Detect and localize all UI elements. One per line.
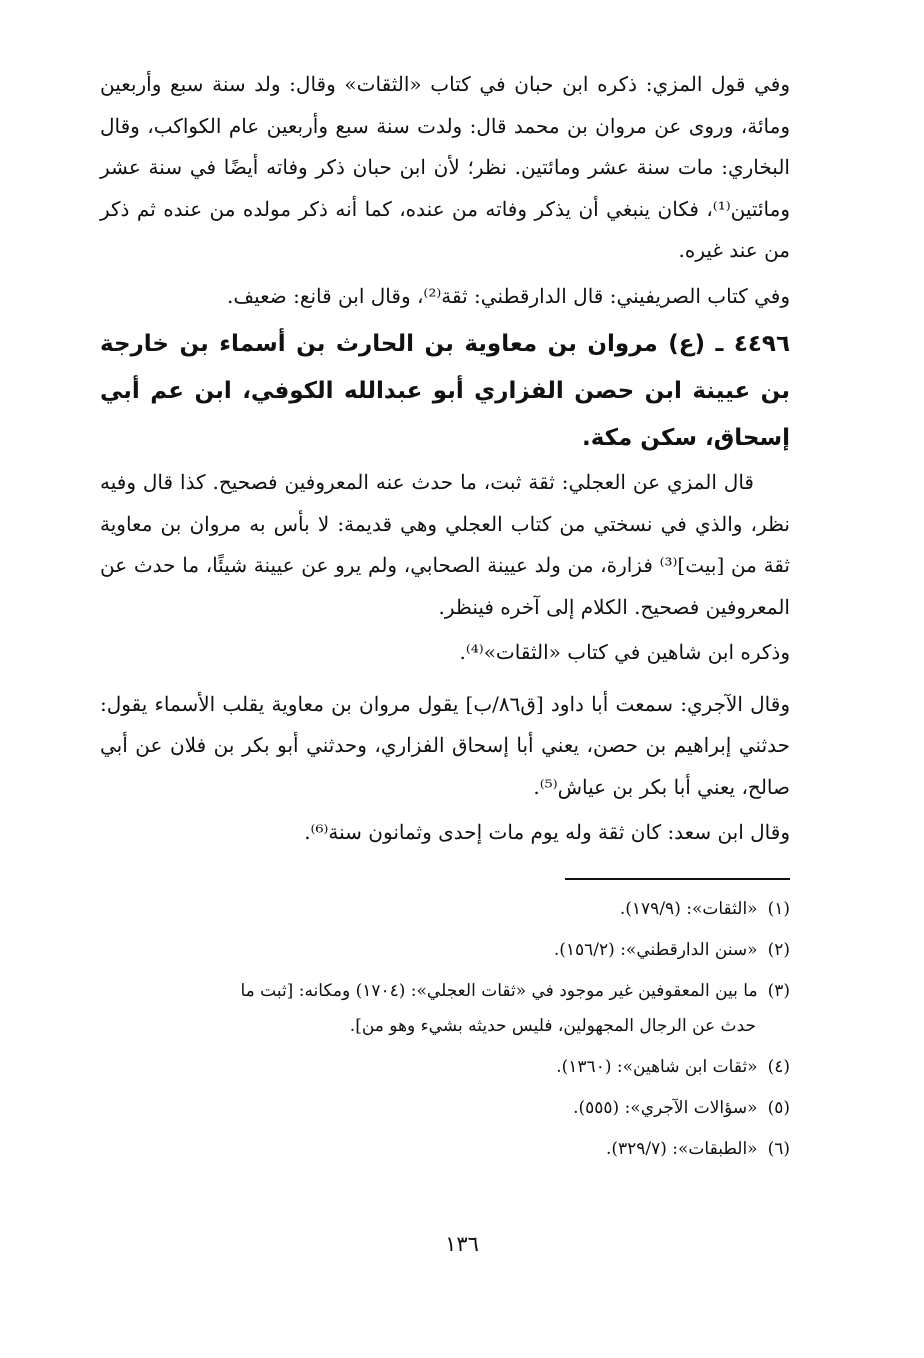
paragraph-ibn-shahin: وذكره ابن شاهين في كتاب «الثقات»⁽⁴⁾.: [459, 640, 790, 664]
entry-heading-4496: ٤٤٩٦ ـ (ع) مروان بن معاوية بن الحارث بن أسماء بن خارجة بن عيينة ابن حصن الفزاري أبو عبدالله الكوفي، ابن عم أبي إسحاق، سكن مكة.: [100, 331, 790, 451]
footnotes: [100, 892, 790, 1167]
footnote-number: (٦): [767, 1138, 790, 1159]
paragraph-ijli: قال المزي عن العجلي: ثقة ثبت، ما حدث عنه المعروفين فصحيح. كذا قال وفيه نظر، والذي في نسختي من كتاب العجلي وهي قديمة: لا بأس به مروان بن معاوية ثقة من [بيت]⁽³⁾ فزارة، من ولد عيينة الصحابي، ولم يرو عن عيينة شيئًا، ما حدث عن المعروفين فصحيح. الكلام إلى آخره فينظر.: [100, 470, 791, 619]
paragraph-sarifini: وفي كتاب الصريفيني: قال الدارقطني: ثقة⁽²⁾، وقال ابن قانع: ضعيف.: [227, 283, 790, 308]
footnote-1: [100, 892, 790, 927]
footnote-text: «ثقات ابن شاهين»: (١٣٦٠).: [556, 1056, 758, 1077]
footnote-number: (٢): [767, 939, 790, 960]
paragraph-ibn-sad: وقال ابن سعد: كان ثقة وله يوم مات إحدى وثمانون سنة⁽⁶⁾.: [304, 820, 790, 844]
footnote-4: [100, 1050, 790, 1085]
footnote-number: (١): [767, 898, 790, 919]
footnote-number: (٤): [767, 1056, 790, 1077]
footnote-text: «سنن الدارقطني»: (١٥٦/٢).: [553, 939, 758, 960]
footnote-number: (٣): [767, 980, 790, 1001]
footnote-3: [100, 974, 790, 1044]
footnote-continuation: حدث عن الرجال المجهولين، فليس حديثه بشيء وهو من].: [349, 1015, 756, 1036]
paragraph-ibn-hibban-note: وفي قول المزي: ذكره ابن حبان في كتاب «الثقات» وقال: ولد سنة سبع وأربعين ومائة، وروى عن مروان بن محمد قال: ولدت سنة سبع وأربعين عام الكواكب، وقال البخاري: مات سنة عشر ومائتين. نظر؛ لأن ابن حبان ذكر وفاته أيضًا في سنة عشر ومائتين⁽¹⁾، فكان ينبغي أن يذكر وفاته من عنده، كما أنه ذكر مولده من عنده ثم ذكر من عند غيره.: [100, 72, 790, 262]
footnote-5: [100, 1091, 790, 1126]
page-number: ١٣٦: [445, 1232, 479, 1256]
footnote-divider: [565, 878, 790, 880]
footnote-2: [100, 933, 790, 968]
footnote-text: ما بين المعقوفين غير موجود في «ثقات العجلي»: (١٧٠٤) ومكانه: [ثبت ما: [240, 980, 758, 1001]
footnote-6: [100, 1132, 790, 1167]
page-content: [100, 64, 790, 1294]
footnote-number: (٥): [767, 1097, 790, 1118]
footnote-text: «سؤالات الآجري»: (٥٥٥).: [573, 1097, 758, 1118]
footnote-text: «الطبقات»: (٣٢٩/٧).: [605, 1138, 758, 1159]
footnote-text: «الثقات»: (١٧٩/٩).: [619, 898, 758, 919]
paragraph-ajurri: وقال الآجري: سمعت أبا داود [ق٨٦/ب] يقول مروان بن معاوية يقلب الأسماء يقول: حدثني إبراهيم بن حصن، يعني أبا إسحاق الفزاري، وحدثني أبو بكر بن فلان عن أبي صالح، يعني أبا بكر بن عياش⁽⁵⁾.: [100, 691, 790, 799]
